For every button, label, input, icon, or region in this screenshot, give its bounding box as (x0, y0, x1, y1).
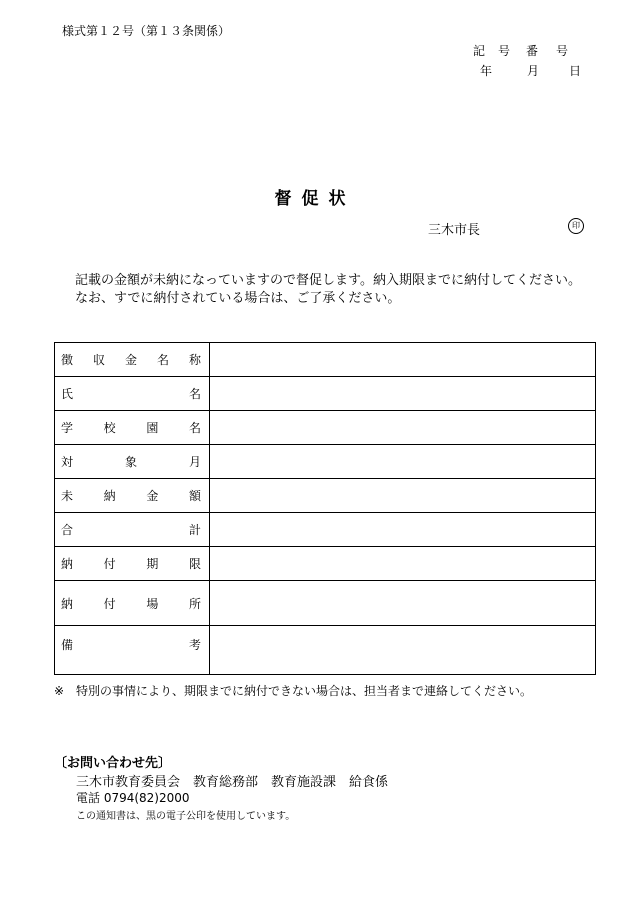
date-month: 月 (527, 64, 540, 78)
reference-number-label (473, 42, 568, 59)
field-label (55, 581, 210, 626)
field-value[interactable] (210, 343, 596, 377)
contact-phone: 電話 0794(82)2000 (76, 791, 190, 805)
field-label-char: 徴 (61, 353, 74, 367)
date-year: 年 (480, 64, 493, 78)
field-label-char: 付 (103, 596, 116, 611)
document-title: 督促状 (274, 189, 356, 209)
issuer-name: 三木市長 (428, 223, 481, 238)
field-label-char: 金 (146, 489, 159, 503)
field-label-char: 所 (188, 596, 201, 611)
field-label-char: 納 (61, 557, 74, 571)
field-value[interactable] (210, 479, 596, 513)
field-label-char: 校 (103, 421, 116, 435)
date-day: 日 (569, 64, 582, 78)
field-label-text (61, 453, 201, 470)
field-label-text (61, 487, 201, 504)
kigo-char: 号 (556, 44, 569, 58)
field-label-text (61, 626, 201, 653)
field-value[interactable] (210, 445, 596, 479)
field-label-text (61, 555, 201, 572)
field-label-char: 計 (188, 523, 201, 537)
field-label-char: 氏 (61, 387, 74, 401)
kigo-char: 番 (526, 44, 539, 58)
field-label-char: 金 (124, 353, 137, 367)
contact-organization: 三木市教育委員会 教育総務部 教育施設課 給食係 (76, 775, 389, 790)
field-label-char: 学 (61, 421, 74, 435)
seal-mark: 印 (568, 218, 584, 234)
field-label-char: 未 (61, 489, 74, 503)
field-label (55, 547, 210, 581)
table-row (55, 411, 596, 445)
notice-paragraph: なお、すでに納付されている場合は、ご了承ください。 (75, 291, 401, 306)
field-label-text (61, 385, 201, 402)
contact-heading: 〔お問い合わせ先〕 (54, 756, 172, 771)
field-label-char: 額 (188, 489, 201, 503)
notice-body (62, 272, 592, 308)
footnote: ※ 特別の事情により、期限までに納付できない場合は、担当者まで連絡してください。 (54, 684, 533, 698)
table-row (55, 626, 596, 675)
field-label-char: 合 (61, 523, 74, 537)
field-label-char: 称 (188, 353, 201, 367)
kigo-char: 号 (498, 44, 511, 58)
field-value[interactable] (210, 581, 596, 626)
field-value[interactable] (210, 626, 596, 675)
field-label-char: 場 (146, 596, 159, 611)
field-label-char: 名 (188, 421, 201, 435)
field-label-char: 月 (188, 455, 201, 469)
table-row (55, 513, 596, 547)
kigo-char: 記 (473, 44, 486, 58)
field-label (55, 377, 210, 411)
table-row (55, 479, 596, 513)
field-label-char: 限 (188, 557, 201, 571)
form-number: 様式第１２号（第１３条関係） (62, 24, 231, 38)
field-label-char: 期 (146, 557, 159, 571)
table-row (55, 547, 596, 581)
field-label-char: 名 (156, 353, 169, 367)
field-label (55, 626, 210, 675)
field-value[interactable] (210, 411, 596, 445)
notice-paragraph: 記載の金額が未納になっていますので督促します。納入期限までに納付してください。 (75, 273, 581, 288)
date-label (480, 62, 581, 79)
field-value[interactable] (210, 513, 596, 547)
field-label (55, 479, 210, 513)
field-label-char: 備 (61, 638, 74, 652)
field-value[interactable] (210, 547, 596, 581)
field-label-char: 納 (103, 489, 116, 503)
table-row (55, 377, 596, 411)
field-label (55, 445, 210, 479)
table-row (55, 581, 596, 626)
field-label-char: 名 (188, 387, 201, 401)
table-row (55, 343, 596, 377)
details-table (54, 342, 596, 675)
field-label-text (61, 419, 201, 436)
field-label (55, 343, 210, 377)
field-label-char: 付 (103, 557, 116, 571)
field-label-char: 考 (188, 638, 201, 652)
field-label-text (61, 521, 201, 538)
field-label (55, 513, 210, 547)
table-row (55, 445, 596, 479)
field-label-char: 象 (124, 455, 137, 469)
field-label-char: 納 (61, 596, 74, 611)
field-value[interactable] (210, 377, 596, 411)
field-label-text (61, 351, 201, 368)
field-label-char: 収 (92, 353, 105, 367)
contact-note: この通知書は、黒の電子公印を使用しています。 (76, 811, 296, 822)
field-label-text (61, 595, 201, 612)
field-label-char: 対 (61, 455, 74, 469)
field-label-char: 園 (146, 421, 159, 435)
field-label (55, 411, 210, 445)
